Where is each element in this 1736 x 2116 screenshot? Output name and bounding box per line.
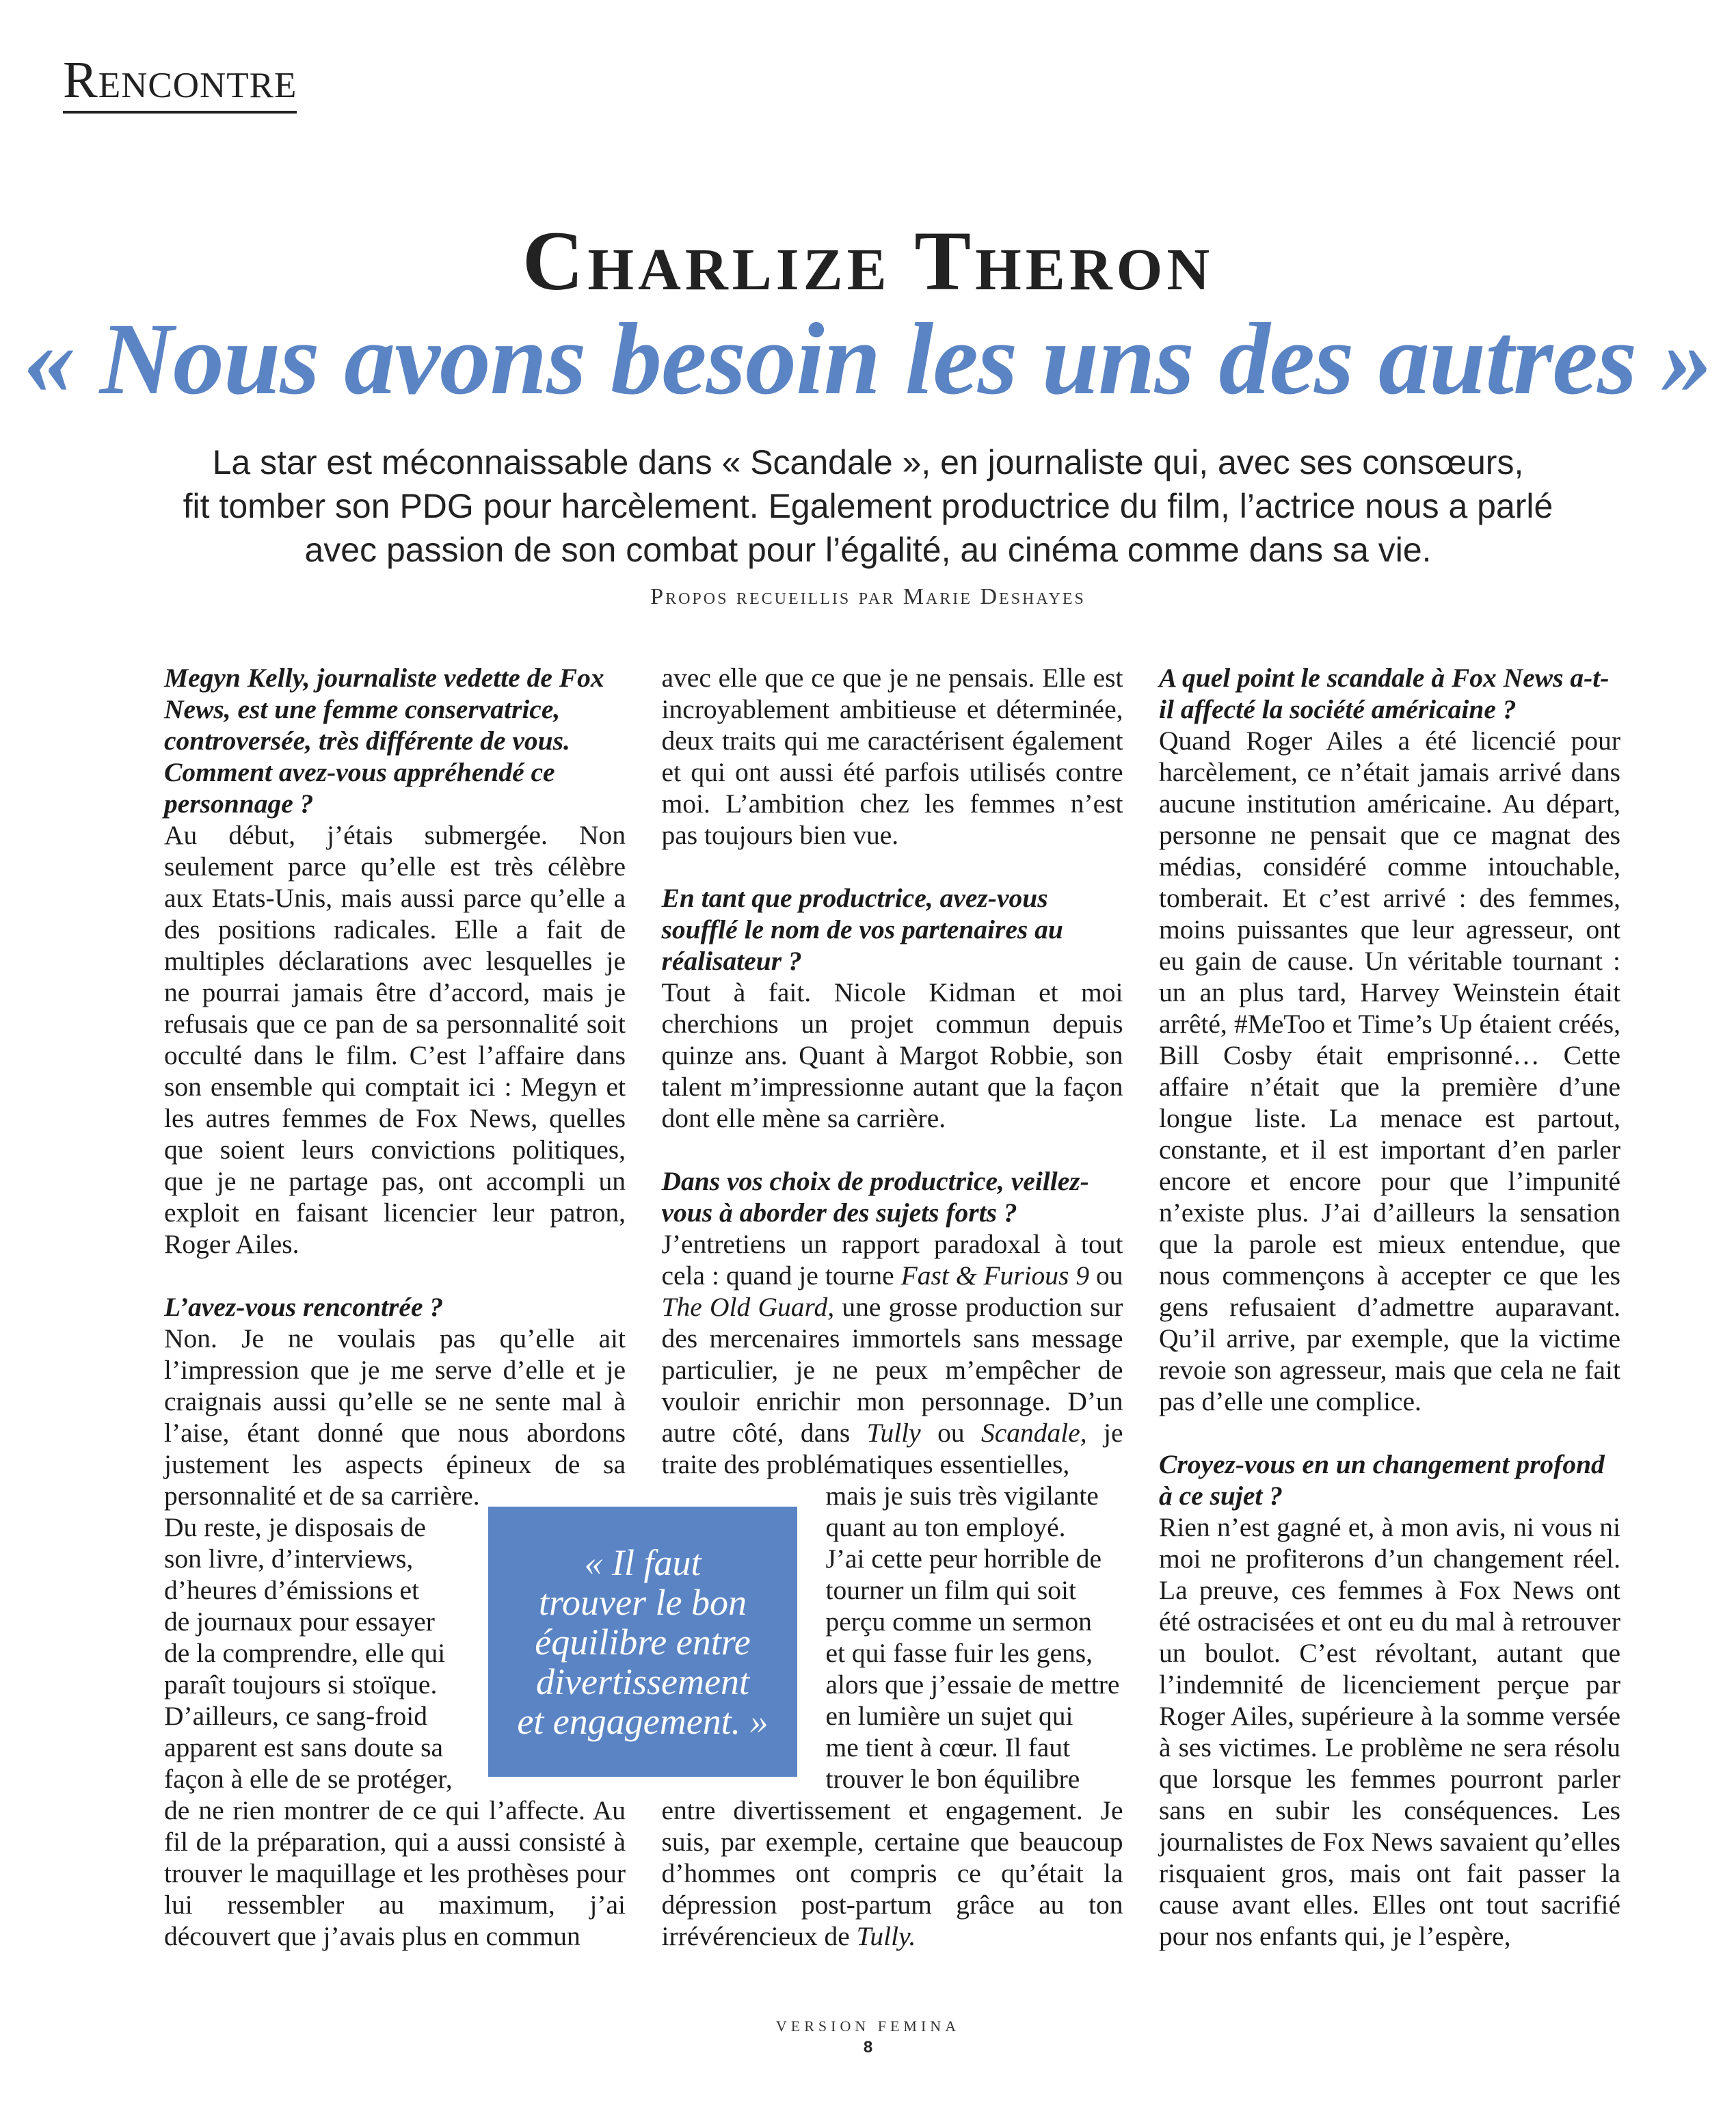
- question: En tant que productrice, avez-vous soufflé le nom de vos partenaires au réalisateur ?: [661, 883, 1063, 976]
- film-title: Scandale,: [980, 1418, 1087, 1448]
- article-header: [0, 214, 1736, 610]
- headline-quote: « Nous avons besoin les uns des autres »: [24, 302, 1712, 416]
- answer-line: quant au ton employé.: [825, 1512, 1066, 1542]
- film-title: Tully: [866, 1418, 921, 1448]
- answer: entre divertissement et engagement. Je suis, par exemple, certaine que beaucoup d’hommes ont compris ce qu’était la dépression post-partum grâce au ton irrévérencieux de Tully.: [661, 1795, 1123, 1951]
- answer: Non. Je ne voulais pas qu’elle ait l’impression que je me serve d’elle et je craignais aussi qu’elle se ne sente mal à l’aise, étant donné que nous abordons justement les aspects épineux de sa personnalité et de sa carrière.: [164, 1323, 626, 1511]
- answer-line: son livre, d’interviews,: [164, 1544, 414, 1574]
- pull-quote-line: et engagement. »: [517, 1700, 769, 1742]
- answer-line: D’ailleurs, ce sang-froid: [164, 1701, 427, 1731]
- standfirst-line: fit tomber son PDG pour harcèlement. Egalement productrice du film, l’actrice nous a parlé: [183, 487, 1553, 525]
- answer-line: apparent est sans doute sa: [164, 1732, 444, 1762]
- answer-line: de journaux pour essayer: [164, 1606, 435, 1637]
- article-body: [164, 662, 1620, 1996]
- film-title: The Old Guard,: [661, 1292, 835, 1322]
- answer-wrap-around-quote: [826, 1480, 1123, 1795]
- column-1: [164, 662, 626, 1996]
- pull-quote-line: trouver le bon: [539, 1581, 747, 1623]
- standfirst-line: La star est méconnaissable dans « Scandale », en journaliste qui, avec ses consœurs,: [212, 443, 1524, 481]
- answer-line: d’heures d’émissions et: [164, 1575, 419, 1605]
- question: Croyez-vous en un changement profond à ce sujet ?: [1159, 1449, 1605, 1511]
- byline: Propos recueillis par Marie Deshayes: [650, 584, 1086, 609]
- question: A quel point le scandale à Fox News a-t-il affecté la société américaine ?: [1159, 663, 1610, 724]
- answer-line: et qui fasse fuir les gens,: [825, 1638, 1093, 1668]
- page-footer: [0, 2018, 1736, 2057]
- page-number: 8: [863, 2038, 873, 2057]
- section-rubric: Rencontre: [63, 53, 297, 114]
- answer: Au début, j’étais submergée. Non seulement parce qu’elle est très célèbre aux Etats-Unis, mais aussi parce qu’elle a des positions radicales. Elle a fait de multiples déclarations avec lesquelles je ne pourrai jamais être d’accord, mais je refusais que ce pan de sa personnalité soit occulté dans le film. C’est l’affaire dans son ensemble qui comptait ici : Megyn et les autres femmes de Fox News, quelles que soient leurs convictions politiques, que je ne partage pas, ont accompli un exploit en faisant licencier leur patron, Roger Ailes.: [164, 820, 626, 1259]
- answer: Tout à fait. Nicole Kidman et moi cherchions un projet commun depuis quinze ans. Quant à Margot Robbie, son talent m’impressionne autant que la façon dont elle mène sa carrière.: [661, 977, 1123, 1133]
- answer-line: perçu comme un sermon: [825, 1606, 1092, 1637]
- answer-line: façon à elle de se protéger,: [164, 1764, 453, 1794]
- answer-line: trouver le bon équilibre: [825, 1764, 1080, 1794]
- standfirst: [116, 440, 1620, 572]
- pull-quote-line: divertissement: [536, 1661, 749, 1702]
- column-2: [662, 662, 1123, 1996]
- film-title: Tully.: [856, 1921, 916, 1951]
- interviewee-name: Charlize Theron: [522, 214, 1214, 308]
- answer-line: alors que j’essaie de mettre: [825, 1669, 1120, 1700]
- answer: J’entretiens un rapport paradoxal à tout cela : quand je tourne Fast & Furious 9 ou The Old Guard, une grosse production sur des mercenaires immortels sans message particulier, je ne peux m’empêcher de vouloir enrichir mon personnage. D’un autre côté, dans Tully ou Scandale, je traite des problématiques essentielles,: [661, 1229, 1123, 1479]
- pull-quote-line: « Il faut: [584, 1542, 702, 1583]
- answer-line: J’ai cette peur horrible de: [825, 1544, 1102, 1574]
- answer: de ne rien montrer de ce qui l’affecte. Au fil de la préparation, qui a aussi consisté à trouver le maquillage et les prothèses pour lui ressembler au maximum, j’ai découvert que j’avais plus en commun: [164, 1795, 626, 1951]
- answer-line: paraît toujours si stoïque.: [164, 1669, 438, 1700]
- column-3: [1159, 662, 1620, 1996]
- question: Megyn Kelly, journaliste vedette de Fox News, est une femme conservatrice, controversée, très différente de vous. Comment avez-vous appréhendé ce personnage ?: [164, 663, 604, 819]
- answer-wrap-around-quote: [164, 1511, 458, 1795]
- answer-line: Du reste, je disposais de: [164, 1512, 426, 1542]
- answer-line: mais je suis très vigilante: [825, 1481, 1099, 1511]
- question: Dans vos choix de productrice, veillez-vous à aborder des sujets forts ?: [661, 1166, 1089, 1228]
- question: L’avez-vous rencontrée ?: [164, 1292, 444, 1322]
- answer: Quand Roger Ailes a été licencié pour harcèlement, ce n’était jamais arrivé dans aucune institution américaine. Au départ, personne ne pensait que ce magnat des médias, considéré comme intouchable, tomberait. Et c’est arrivé : des femmes, moins puissantes que leur agresseur, ont eu gain de cause. Un véritable tournant : un an plus tard, Harvey Weinstein était arrêté, #MeToo et Time’s Up étaient créés, Bill Cosby était emprisonné… Cette affaire n’était que la première d’une longue liste. La menace est partout, constante, et il est important d’en parler encore et encore pour que l’impunité n’existe plus. J’ai d’ailleurs la sensation que la parole est mieux entendue, que nous commençons à accepter ce que les gens refusaient d’admettre auparavant. Qu’il arrive, par exemple, que la victime revoie son agresseur, mais que cela ne fait pas d’elle une complice.: [1159, 726, 1620, 1416]
- magazine-name: VERSION FEMINA: [775, 2018, 961, 2035]
- answer-line: me tient à cœur. Il faut: [825, 1732, 1071, 1762]
- film-title: Fast & Furious 9: [900, 1260, 1090, 1291]
- pull-quote: [488, 1507, 797, 1777]
- answer-line: tourner un film qui soit: [825, 1575, 1076, 1605]
- answer-line: en lumière un sujet qui: [825, 1701, 1073, 1731]
- answer-line: de la comprendre, elle qui: [164, 1638, 446, 1668]
- standfirst-line: avec passion de son combat pour l’égalité, au cinéma comme dans sa vie.: [304, 531, 1432, 569]
- answer: Rien n’est gagné et, à mon avis, ni vous ni moi ne profiterons d’un changement réel. La preuve, ces femmes à Fox News ont été ostracisées et ont eu du mal à retrouver un boulot. C’est révoltant, autant que l’indemnité de licenciement perçue par Roger Ailes, supérieure à la somme versée à ses victimes. Le problème ne sera résolu que lorsque les femmes pourront parler sans en subir les conséquences. Les journalistes de Fox News savaient qu’elles risquaient gros, mais ont fait passer la cause avant elles. Elles ont tout sacrifié pour nos enfants qui, je l’espère,: [1159, 1512, 1620, 1951]
- answer: avec elle que ce que je ne pensais. Elle est incroyablement ambitieuse et déterminée, deux traits qui me caractérisent également et qui ont aussi été parfois utilisés contre moi. L’ambition chez les femmes n’est pas toujours bien vue.: [661, 663, 1123, 850]
- pull-quote-line: équilibre entre: [535, 1621, 751, 1663]
